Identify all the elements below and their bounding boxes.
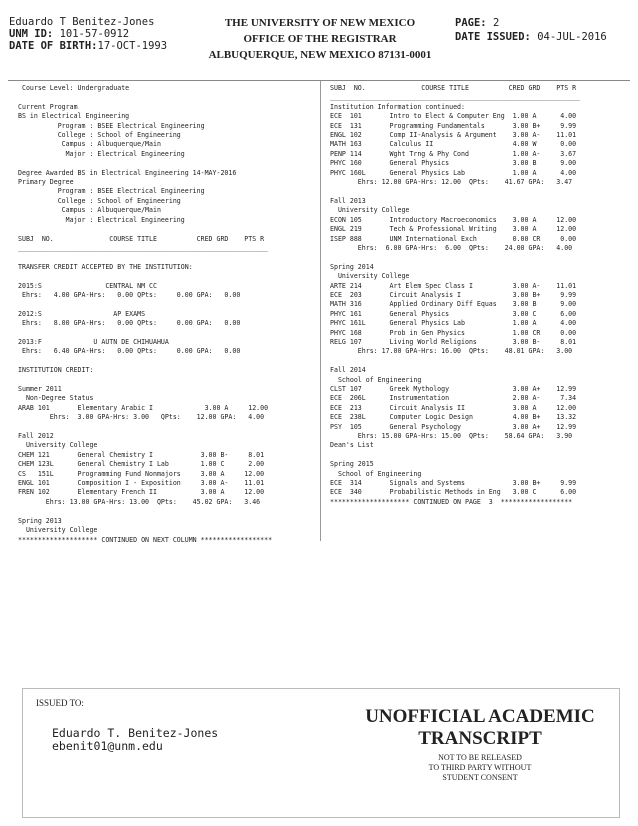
transcript-line: [18, 507, 316, 516]
transcript-line: Major : Electrical Engineering: [18, 215, 185, 224]
title-line-2: TRANSCRIPT: [418, 728, 542, 749]
transcript-line: CLST 107 Greek Mythology 3.00 A+ 12.99: [330, 385, 577, 393]
date-issued: 04-JUL-2016: [537, 31, 607, 43]
transcript-line: Summer 2011: [18, 385, 62, 393]
transcript-line: [18, 423, 316, 432]
transcript-line: [330, 357, 628, 366]
page-label: PAGE:: [455, 17, 487, 29]
transcript-line: ******************** CONTINUED ON PAGE 3 ******************: [330, 497, 573, 506]
title-line-1: UNOFFICIAL ACADEMIC: [365, 706, 595, 727]
date-of-birth: 17-OCT-1993: [97, 40, 168, 52]
transcript-line: ECE 203 Circuit Analysis I 3.00 B+ 9.99: [330, 290, 577, 299]
issued-to-details: [52, 727, 218, 753]
transcript-line: Fall 2013: [330, 196, 366, 205]
transcript-line: Campus : Albuquerque/Main: [18, 140, 161, 149]
transcript-line: Spring 2014: [330, 262, 374, 271]
transcript-line: Degree Awarded BS in Electrical Engineering 14-MAY-2016: [18, 168, 237, 177]
transcript-line: ECE 314 Signals and Systems 3.00 B+ 9.99: [330, 479, 577, 488]
transcript-line: CHEM 121 General Chemistry I 3.00 B- 8.01: [18, 450, 265, 459]
transcript-line: Major : Electrical Engineering: [18, 149, 185, 158]
transcript-line: Ehrs: 4.00 GPA-Hrs: 0.00 QPts: 0.00 GPA: 0.00: [18, 290, 241, 299]
transcript-line: Spring 2013: [18, 516, 62, 525]
transcript-line: [18, 225, 316, 234]
column-divider: [320, 81, 321, 541]
transcript-line: 2015:S CENTRAL NM CC: [18, 281, 157, 290]
unofficial-title: [340, 706, 620, 750]
transcript-line: Ehrs: 3.00 GPA-Hrs: 3.00 QPts: 12.00 GPA: 4.00: [18, 413, 265, 422]
transcript-line: [330, 253, 628, 262]
transcript-line: School of Engineering: [330, 375, 422, 384]
dob-label: DATE OF BIRTH:: [9, 40, 98, 52]
transcript-line: Fall 2012: [18, 432, 54, 441]
transcript-line: College : School of Engineering: [18, 131, 181, 140]
transcript-line: Course Level: Undergraduate: [18, 84, 130, 92]
registrar-header: [190, 15, 450, 63]
transcript-line: PENP 114 Wght Trng & Phy Cond 1.00 A- 3.67: [330, 149, 577, 158]
transcript-line: [18, 93, 316, 102]
transcript-line: University College: [18, 441, 98, 450]
unm-id: 101-57-0912: [59, 28, 130, 40]
transcript-line: _______________________________________________________________: [330, 93, 581, 102]
transcript-line: ECE 131 Programming Fundamentals 3.00 B+ 9.99: [330, 121, 577, 130]
transcript-line: University College: [330, 272, 410, 281]
transcript-line: CS 151L Programming Fund Nonmajors 3.00 A 12.00: [18, 469, 265, 478]
transcript-line: PHYC 160 General Physics 3.00 B 9.00: [330, 159, 577, 168]
transcript-line: ECE 238L Computer Logic Design 4.00 B+ 13.32: [330, 413, 577, 422]
university-name: THE UNIVERSITY OF NEW MEXICO: [224, 17, 416, 29]
issued-email: ebenit01@unm.edu: [52, 739, 163, 753]
transcript-line: PHYC 160L General Physics Lab 1.00 A 4.00: [330, 168, 577, 177]
transcript-line: [330, 187, 628, 196]
transcript-line: Fall 2014: [330, 366, 366, 375]
transcript-line: [18, 272, 316, 281]
transcript-line: Program : BSEE Electrical Engineering: [18, 187, 205, 196]
transcript-line: Non-Degree Status: [18, 394, 94, 403]
transcript-line: SUBJ NO. COURSE TITLE CRED GRD PTS R: [330, 84, 577, 92]
transcript-line: [18, 329, 316, 338]
transcript-line: ECE 213 Circuit Analysis II 3.00 A 12.00: [330, 403, 577, 412]
transcript-line: ECON 105 Introductory Macroeconomics 3.00 A 12.00: [330, 215, 577, 224]
transcript-line: _______________________________________________________________: [18, 243, 269, 252]
transcript-line: CHEM 123L General Chemistry I Lab 1.00 C 2.00: [18, 460, 265, 469]
transcript-line: [18, 253, 316, 262]
transcript-body: [8, 80, 630, 681]
left-column: [18, 84, 316, 545]
transcript-line: Ehrs: 15.00 GPA-Hrs: 15.00 QPts: 58.64 GPA: 3.90: [330, 432, 573, 441]
date-issued-label: DATE ISSUED:: [455, 31, 531, 43]
transcript-line: INSTITUTION CREDIT:: [18, 366, 94, 375]
page-info-block: [455, 16, 607, 44]
right-column: [330, 84, 628, 507]
transcript-line: [330, 451, 628, 460]
issued-to-label: ISSUED TO:: [36, 698, 84, 708]
transcript-line: Current Program: [18, 102, 78, 111]
transcript-line: Ehrs: 6.40 GPA-Hrs: 0.00 QPts: 0.00 GPA: 0.00: [18, 347, 241, 356]
transcript-line: University College: [330, 206, 410, 215]
transcript-line: Ehrs: 17.00 GPA-Hrs: 16.00 QPts: 48.01 GPA: 3.00: [330, 347, 573, 356]
transcript-line: Ehrs: 8.00 GPA-Hrs: 0.00 QPts: 0.00 GPA: 0.00: [18, 319, 241, 328]
transcript-line: PHYC 161 General Physics 3.00 C 6.00: [330, 309, 577, 318]
transcript-line: [18, 159, 316, 168]
transcript-line: ECE 101 Intro to Elect & Computer Eng 1.00 A 4.00: [330, 112, 577, 121]
transcript-line: [18, 376, 316, 385]
note-line-2: TO THIRD PARTY WITHOUT: [428, 763, 532, 772]
transcript-line: ECE 206L Instrumentation 2.00 A- 7.34: [330, 394, 577, 403]
transcript-line: Primary Degree: [18, 178, 74, 187]
page-number: 2: [492, 17, 500, 29]
transcript-line: ******************** CONTINUED ON NEXT COLUMN ******************: [18, 535, 273, 544]
student-name: Eduardo T Benitez-Jones: [9, 16, 155, 28]
transcript-line: PSY 105 General Psychology 3.00 A+ 12.99: [330, 422, 577, 431]
transcript-line: Spring 2015: [330, 460, 374, 469]
transcript-line: [18, 300, 316, 309]
transcript-line: School of Engineering: [330, 469, 422, 478]
transcript-line: Program : BSEE Electrical Engineering: [18, 121, 205, 130]
transcript-line: ISEP 888 UNM International Exch 0.00 CR 0.00: [330, 234, 577, 243]
transcript-line: College : School of Engineering: [18, 196, 181, 205]
transcript-line: TRANSFER CREDIT ACCEPTED BY THE INSTITUTION:: [18, 262, 193, 271]
transcript-line: ENGL 219 Tech & Professional Writing 3.00 A 12.00: [330, 225, 577, 234]
transcript-line: FREN 102 Elementary French II 3.00 A 12.00: [18, 488, 265, 497]
note-line-1: NOT TO BE RELEASED: [438, 753, 522, 762]
transcript-line: SUBJ NO. COURSE TITLE CRED GRD PTS R: [18, 234, 265, 243]
transcript-line: ECE 340 Probabilistic Methods in Eng 3.00 C 6.00: [330, 488, 577, 497]
transcript-line: RELG 107 Living World Religions 3.00 B- 8.01: [330, 337, 577, 346]
transcript-line: Campus : Albuquerque/Main: [18, 206, 161, 215]
transcript-line: 2012:S AP EXAMS: [18, 309, 146, 318]
unm-id-label: UNM ID:: [9, 28, 54, 40]
transcript-line: Dean's List: [330, 441, 374, 450]
transcript-line: 2013:F U AUTN DE CHIHUAHUA: [18, 337, 169, 346]
note-line-3: STUDENT CONSENT: [442, 773, 518, 782]
transcript-line: ENGL 101 Composition I - Exposition 3.00 A- 11.01: [18, 479, 265, 488]
transcript-line: [18, 357, 316, 366]
transcript-line: Institution Information continued:: [330, 102, 465, 111]
office-name: OFFICE OF THE REGISTRAR: [243, 33, 397, 45]
office-address: ALBUQUERQUE, NEW MEXICO 87131-0001: [208, 49, 432, 61]
release-note: [340, 753, 620, 783]
transcript-line: ENGL 102 Comp II-Analysis & Argument 3.00 A- 11.01: [330, 131, 577, 140]
transcript-line: Ehrs: 6.00 GPA-Hrs: 6.00 QPts: 24.00 GPA: 4.00: [330, 243, 573, 252]
student-header-block: [9, 16, 167, 52]
transcript-line: BS in Electrical Engineering: [18, 112, 130, 121]
transcript-line: University College: [18, 526, 98, 535]
transcript-line: PHYC 161L General Physics Lab 1.00 A 4.00: [330, 319, 577, 328]
issued-name: Eduardo T. Benitez-Jones: [52, 726, 219, 740]
transcript-line: Ehrs: 13.00 GPA-Hrs: 13.00 QPts: 45.02 GPA: 3.46: [18, 497, 261, 506]
transcript-line: ARTE 214 Art Elem Spec Class I 3.00 A- 11.01: [330, 281, 577, 290]
transcript-line: PHYC 168 Prob in Gen Physics 1.00 CR 0.00: [330, 328, 577, 337]
transcript-line: Ehrs: 12.00 GPA-Hrs: 12.00 QPts: 41.67 GPA: 3.47: [330, 178, 573, 187]
transcript-line: MATH 163 Calculus II 4.00 W 0.00: [330, 140, 577, 149]
transcript-line: ARAB 101 Elementary Arabic I 3.00 A 12.00: [18, 403, 269, 412]
transcript-line: MATH 316 Applied Ordinary Diff Equas 3.00 B 9.00: [330, 300, 577, 309]
